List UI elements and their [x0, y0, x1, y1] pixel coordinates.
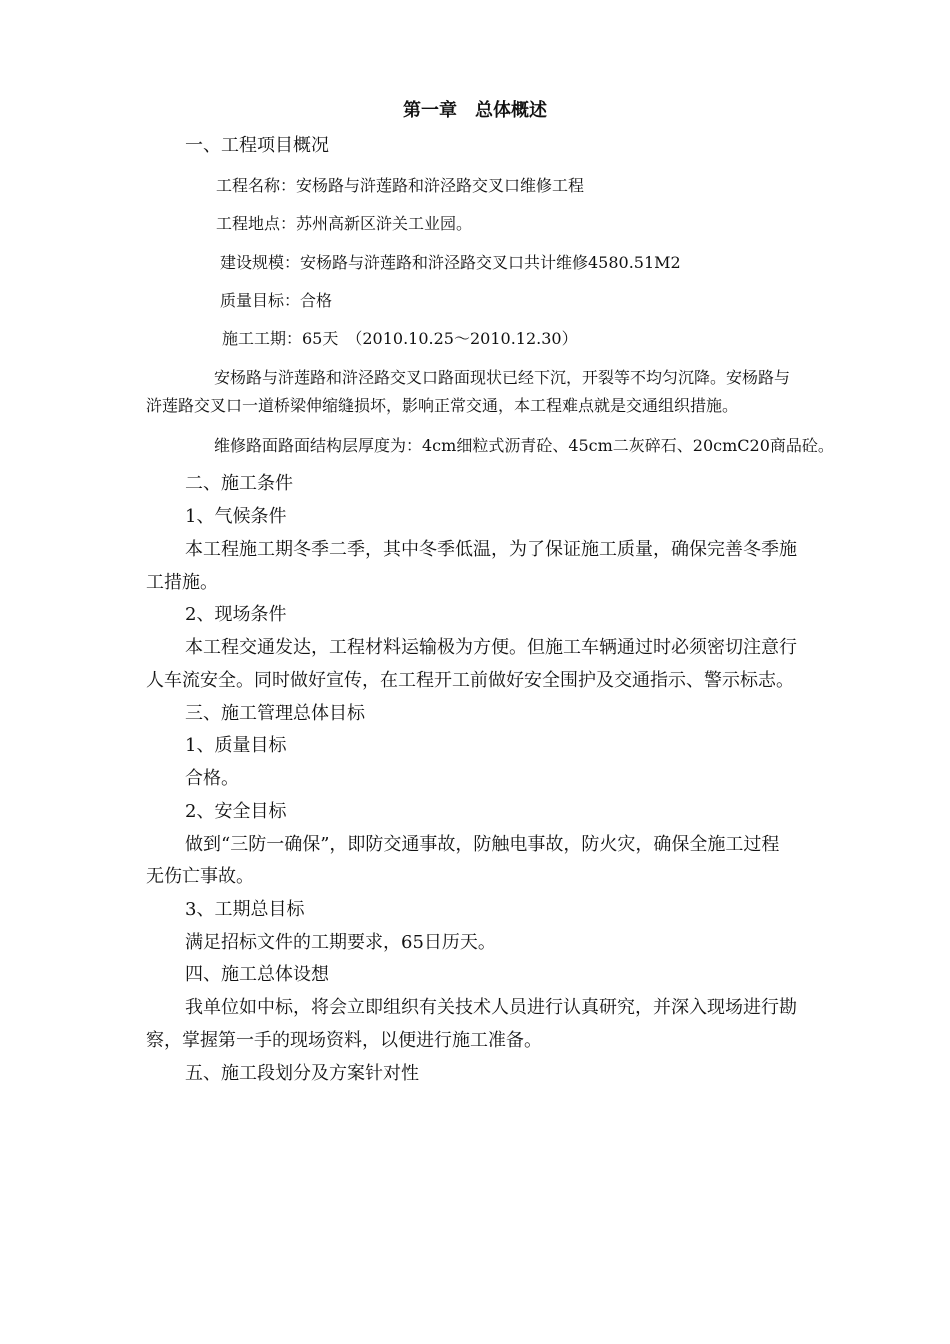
section-heading-5: 五、施工段划分及方案针对性 — [185, 1063, 419, 1084]
subsection-heading: 2、现场条件 — [185, 604, 287, 625]
paragraph-line: 无伤亡事故。 — [146, 866, 254, 887]
subsection-heading: 3、工期总目标 — [185, 899, 305, 920]
paragraph-line: 我单位如中标，将会立即组织有关技术人员进行认真研究，并深入现场进行勘 — [185, 997, 797, 1018]
paragraph-line: 维修路面路面结构层厚度为：4cm细粒式沥青砼、45cm二灰碎石、20cmC20商品砼。 — [214, 436, 834, 455]
subsection-heading: 1、质量目标 — [185, 735, 287, 756]
construction-period: 施工工期：65天 （2010.10.25～2010.12.30） — [222, 329, 578, 348]
section-heading-1: 一、工程项目概况 — [185, 135, 329, 156]
paragraph-line: 人车流安全。同时做好宣传，在工程开工前做好安全围护及交通指示、警示标志。 — [146, 670, 794, 691]
paragraph-line: 本工程施工期冬季二季，其中冬季低温，为了保证施工质量，确保完善冬季施 — [185, 539, 797, 560]
paragraph-line: 察，掌握第一手的现场资料，以便进行施工准备。 — [146, 1030, 542, 1051]
project-name: 工程名称：安杨路与浒莲路和浒泾路交叉口维修工程 — [216, 176, 585, 195]
section-heading-2: 二、施工条件 — [185, 473, 293, 494]
paragraph-line: 做到“三防一确保”，即防交通事故，防触电事故，防火灾，确保全施工过程 — [185, 834, 780, 855]
subsection-heading: 2、安全目标 — [185, 801, 287, 822]
paragraph-line: 安杨路与浒莲路和浒泾路交叉口路面现状已经下沉，开裂等不均匀沉降。安杨路与 — [214, 368, 791, 387]
project-scale: 建设规模：安杨路与浒莲路和浒泾路交叉口共计维修4580.51M2 — [220, 253, 681, 272]
paragraph-line: 本工程交通发达，工程材料运输极为方便。但施工车辆通过时必须密切注意行 — [185, 637, 797, 658]
section-heading-4: 四、施工总体设想 — [185, 964, 329, 985]
chapter-title: 第一章 总体概述 — [403, 100, 547, 121]
section-heading-3: 三、施工管理总体目标 — [185, 703, 365, 724]
paragraph-line: 合格。 — [185, 768, 239, 789]
subsection-heading: 1、气候条件 — [185, 506, 287, 527]
paragraph-line: 工措施。 — [146, 572, 218, 593]
project-location: 工程地点：苏州高新区浒关工业园。 — [216, 214, 473, 233]
paragraph-line: 满足招标文件的工期要求，65日历天。 — [185, 932, 496, 953]
paragraph-line: 浒莲路交叉口一道桥梁伸缩缝损坏，影响正常交通，本工程难点就是交通组织措施。 — [146, 396, 739, 415]
quality-target: 质量目标：合格 — [220, 291, 333, 310]
